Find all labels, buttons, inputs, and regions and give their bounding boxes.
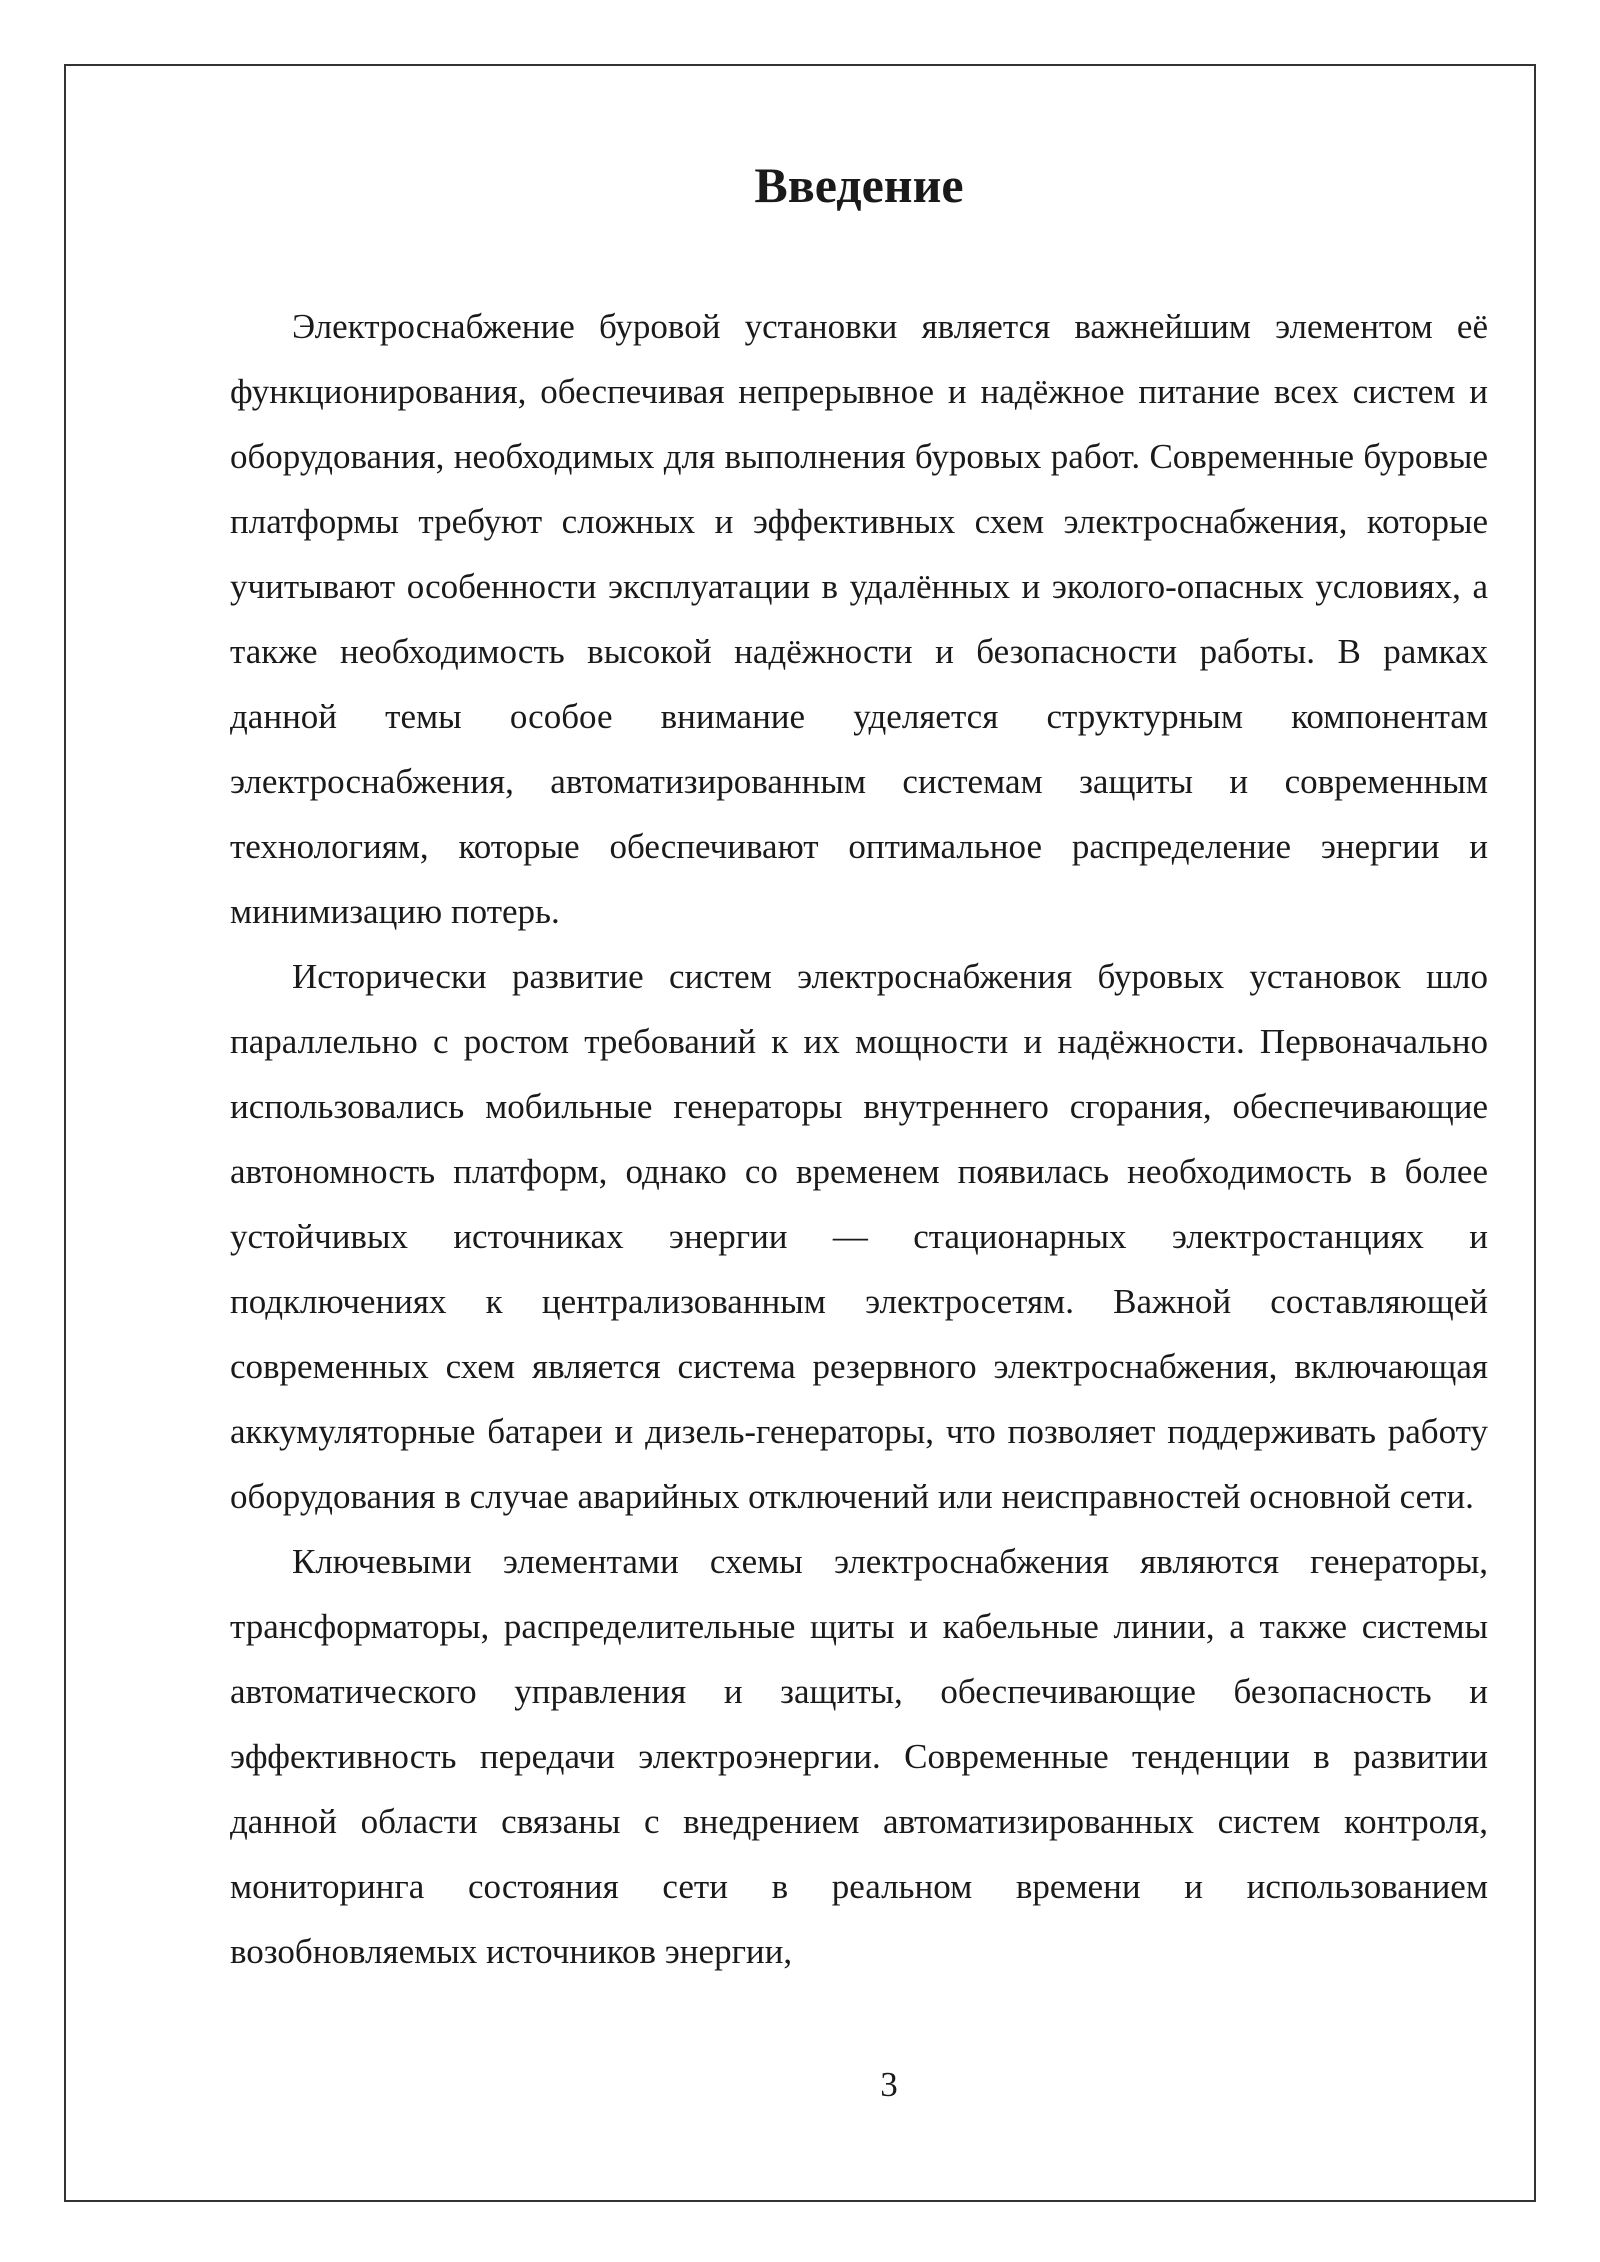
- page-content: [230, 150, 1488, 1984]
- page-title: Введение: [754, 157, 964, 213]
- page-number: 3: [880, 2065, 898, 2104]
- body-text: [230, 294, 1488, 1984]
- paragraph-3: Ключевыми элементами схемы электроснабжения являются генераторы, трансформаторы, распределительные щиты и кабельные линии, а также системы автоматического управления и защиты, обеспечивающие безопасность и эффективность передачи электроэнергии. Современные тенденции в развитии данной области связаны с внедрением автоматизированных систем контроля, мониторинга состояния сети в реальном времени и использованием возобновляемых источников энергии,: [230, 1542, 1488, 1971]
- paragraph-2: Исторически развитие систем электроснабжения буровых установок шло параллельно с ростом требований к их мощности и надёжности. Первоначально использовались мобильные генераторы внутреннего сгорания, обеспечивающие автономность платформ, однако со временем появилась необходимость в более устойчивых источниках энергии — стационарных электростанциях и подключениях к централизованным электросетям. Важной составляющей современных схем является система резервного электроснабжения, включающая аккумуляторные батареи и дизель-генераторы, что позволяет поддерживать работу оборудования в случае аварийных отключений или неисправностей основной сети.: [230, 957, 1488, 1516]
- paragraph-1: Электроснабжение буровой установки является важнейшим элементом её функционирования, обеспечивая непрерывное и надёжное питание всех систем и оборудования, необходимых для выполнения буровых работ. Современные буровые платформы требуют сложных и эффективных схем электроснабжения, которые учитывают особенности эксплуатации в удалённых и эколого-опасных условиях, а также необходимость высокой надёжности и безопасности работы. В рамках данной темы особое внимание уделяется структурным компонентам электроснабжения, автоматизированным системам защиты и современным технологиям, которые обеспечивают оптимальное распределение энергии и минимизацию потерь.: [230, 307, 1488, 931]
